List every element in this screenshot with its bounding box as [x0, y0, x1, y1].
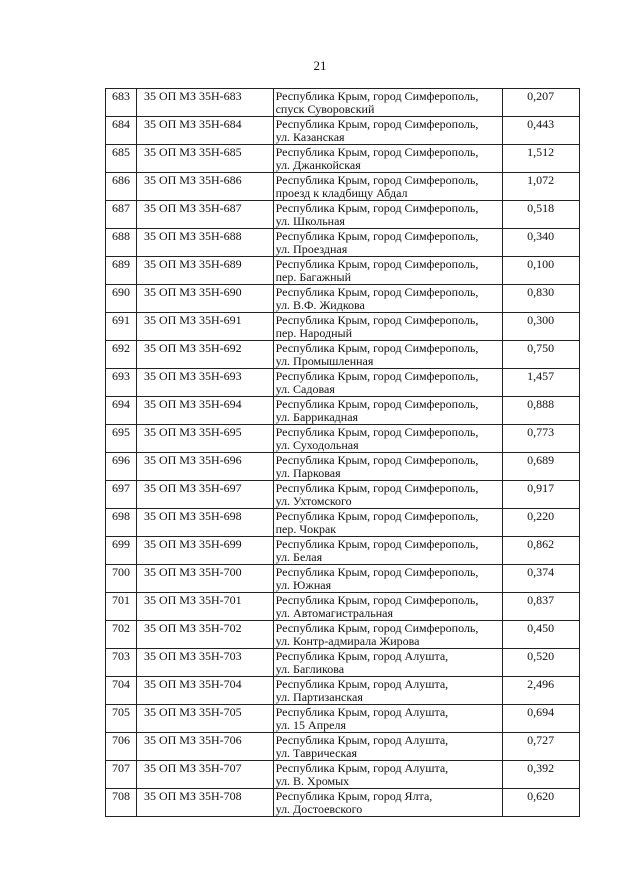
road-code: 35 ОП МЗ 35Н-708: [136, 789, 273, 817]
road-address: [273, 145, 502, 173]
address-line-1: Республика Крым, город Симферополь,: [275, 481, 479, 495]
table-row: [106, 285, 580, 313]
road-length: 0,888: [503, 397, 580, 425]
road-length: 0,518: [503, 201, 580, 229]
road-address: [273, 257, 502, 285]
road-length: 0,620: [503, 789, 580, 817]
address-line-2: ул. Джанкойская: [275, 158, 361, 172]
address-line-1: Республика Крым, город Симферополь,: [275, 621, 479, 635]
row-number: 698: [106, 509, 137, 537]
row-number: 696: [106, 453, 137, 481]
road-code: 35 ОП МЗ 35Н-702: [136, 621, 273, 649]
row-number: 705: [106, 705, 137, 733]
table-row: [106, 789, 580, 817]
address-line-1: Республика Крым, город Симферополь,: [275, 117, 479, 131]
row-number: 686: [106, 173, 137, 201]
row-number: 684: [106, 117, 137, 145]
row-number: 683: [106, 89, 137, 117]
row-number: 694: [106, 397, 137, 425]
address-line-2: проезд к кладбищу Абдал: [275, 186, 408, 200]
road-address: [273, 397, 502, 425]
address-line-2: ул. Промышленная: [275, 354, 374, 368]
road-length: 0,727: [503, 733, 580, 761]
address-line-1: Республика Крым, город Симферополь,: [275, 257, 479, 271]
row-number: 695: [106, 425, 137, 453]
address-line-1: Республика Крым, город Алушта,: [275, 733, 449, 747]
table-row: [106, 705, 580, 733]
row-number: 704: [106, 677, 137, 705]
road-code: 35 ОП МЗ 35Н-683: [136, 89, 273, 117]
road-address: [273, 89, 502, 117]
table-row: [106, 537, 580, 565]
address-line-1: Республика Крым, город Симферополь,: [275, 89, 479, 103]
address-line-2: ул. Контр-адмирала Жирова: [275, 634, 420, 648]
address-line-2: ул. Школьная: [275, 214, 345, 228]
row-number: 706: [106, 733, 137, 761]
table-row: [106, 481, 580, 509]
road-length: 0,450: [503, 621, 580, 649]
address-line-2: ул. Парковая: [275, 466, 341, 480]
road-length: 1,072: [503, 173, 580, 201]
row-number: 697: [106, 481, 137, 509]
address-line-1: Республика Крым, город Симферополь,: [275, 425, 479, 439]
address-line-2: ул. Таврическая: [275, 746, 357, 760]
table-row: [106, 117, 580, 145]
road-code: 35 ОП МЗ 35Н-703: [136, 649, 273, 677]
address-line-1: Республика Крым, город Симферополь,: [275, 201, 479, 215]
table-row: [106, 453, 580, 481]
road-address: [273, 285, 502, 313]
row-number: 707: [106, 761, 137, 789]
road-code: 35 ОП МЗ 35Н-697: [136, 481, 273, 509]
road-code: 35 ОП МЗ 35Н-688: [136, 229, 273, 257]
roads-table: [105, 88, 580, 817]
address-line-2: ул. Ухтомского: [275, 494, 352, 508]
address-line-1: Республика Крым, город Симферополь,: [275, 285, 479, 299]
address-line-2: ул. Казанская: [275, 130, 345, 144]
road-code: 35 ОП МЗ 35Н-696: [136, 453, 273, 481]
address-line-2: ул. Южная: [275, 578, 332, 592]
address-line-1: Республика Крым, город Алушта,: [275, 649, 449, 663]
address-line-2: ул. Достоевского: [275, 802, 363, 816]
road-address: [273, 369, 502, 397]
road-length: 0,917: [503, 481, 580, 509]
address-line-2: пер. Багажный: [275, 270, 352, 284]
road-address: [273, 621, 502, 649]
address-line-1: Республика Крым, город Симферополь,: [275, 453, 479, 467]
road-address: [273, 677, 502, 705]
road-code: 35 ОП МЗ 35Н-693: [136, 369, 273, 397]
road-code: 35 ОП МЗ 35Н-690: [136, 285, 273, 313]
table-row: [106, 257, 580, 285]
road-code: 35 ОП МЗ 35Н-694: [136, 397, 273, 425]
address-line-1: Республика Крым, город Алушта,: [275, 677, 449, 691]
address-line-2: ул. Партизанская: [275, 690, 363, 704]
page-number: 21: [313, 58, 327, 73]
road-length: 0,100: [503, 257, 580, 285]
road-address: [273, 313, 502, 341]
row-number: 700: [106, 565, 137, 593]
table-row: [106, 761, 580, 789]
address-line-2: ул. Баррикадная: [275, 410, 359, 424]
road-length: 1,457: [503, 369, 580, 397]
address-line-1: Республика Крым, город Алушта,: [275, 705, 449, 719]
road-code: 35 ОП МЗ 35Н-686: [136, 173, 273, 201]
address-line-2: ул. В.Ф. Жидкова: [275, 298, 365, 312]
road-length: 0,689: [503, 453, 580, 481]
table-row: [106, 509, 580, 537]
road-code: 35 ОП МЗ 35Н-707: [136, 761, 273, 789]
row-number: 702: [106, 621, 137, 649]
road-length: 0,837: [503, 593, 580, 621]
address-line-1: Республика Крым, город Симферополь,: [275, 593, 479, 607]
road-length: 0,830: [503, 285, 580, 313]
address-line-2: ул. В. Хромых: [275, 774, 350, 788]
address-line-1: Республика Крым, город Симферополь,: [275, 537, 479, 551]
table-row: [106, 649, 580, 677]
row-number: 688: [106, 229, 137, 257]
row-number: 687: [106, 201, 137, 229]
table-row: [106, 621, 580, 649]
address-line-1: Республика Крым, город Алушта,: [275, 761, 449, 775]
address-line-2: ул. Садовая: [275, 382, 335, 396]
road-address: [273, 705, 502, 733]
address-line-1: Республика Крым, город Ялта,: [275, 789, 433, 803]
address-line-1: Республика Крым, город Симферополь,: [275, 145, 479, 159]
address-line-2: ул. Проездная: [275, 242, 348, 256]
table-row: [106, 733, 580, 761]
road-length: 0,207: [503, 89, 580, 117]
row-number: 689: [106, 257, 137, 285]
row-number: 691: [106, 313, 137, 341]
table-row: [106, 397, 580, 425]
row-number: 699: [106, 537, 137, 565]
road-address: [273, 565, 502, 593]
address-line-2: ул. Суходольная: [275, 438, 359, 452]
address-line-2: ул. Багликова: [275, 662, 345, 676]
road-address: [273, 593, 502, 621]
road-length: 0,340: [503, 229, 580, 257]
road-code: 35 ОП МЗ 35Н-700: [136, 565, 273, 593]
road-length: 0,443: [503, 117, 580, 145]
road-length: 0,750: [503, 341, 580, 369]
row-number: 693: [106, 369, 137, 397]
table-row: [106, 201, 580, 229]
road-length: 0,220: [503, 509, 580, 537]
table-row: [106, 313, 580, 341]
address-line-1: Республика Крым, город Симферополь,: [275, 509, 479, 523]
address-line-2: ул. 15 Апреля: [275, 718, 346, 732]
address-line-1: Республика Крым, город Симферополь,: [275, 341, 479, 355]
table-row: [106, 145, 580, 173]
road-address: [273, 341, 502, 369]
address-line-1: Республика Крым, город Симферополь,: [275, 397, 479, 411]
address-line-2: спуск Суворовский: [275, 102, 375, 116]
table-row: [106, 565, 580, 593]
road-length: 0,694: [503, 705, 580, 733]
road-code: 35 ОП МЗ 35Н-695: [136, 425, 273, 453]
road-address: [273, 201, 502, 229]
road-code: 35 ОП МЗ 35Н-701: [136, 593, 273, 621]
table-row: [106, 425, 580, 453]
road-length: 0,520: [503, 649, 580, 677]
address-line-1: Республика Крым, город Симферополь,: [275, 229, 479, 243]
road-length: 0,392: [503, 761, 580, 789]
table-row: [106, 369, 580, 397]
road-length: 0,773: [503, 425, 580, 453]
row-number: 708: [106, 789, 137, 817]
road-length: 0,300: [503, 313, 580, 341]
address-line-1: Республика Крым, город Симферополь,: [275, 565, 479, 579]
road-address: [273, 117, 502, 145]
road-code: 35 ОП МЗ 35Н-705: [136, 705, 273, 733]
row-number: 703: [106, 649, 137, 677]
row-number: 690: [106, 285, 137, 313]
table-row: [106, 229, 580, 257]
row-number: 692: [106, 341, 137, 369]
road-address: [273, 453, 502, 481]
table-row: [106, 89, 580, 117]
road-address: [273, 789, 502, 817]
road-code: 35 ОП МЗ 35Н-691: [136, 313, 273, 341]
table-row: [106, 173, 580, 201]
road-address: [273, 509, 502, 537]
road-address: [273, 649, 502, 677]
road-code: 35 ОП МЗ 35Н-684: [136, 117, 273, 145]
table-row: [106, 677, 580, 705]
road-length: 2,496: [503, 677, 580, 705]
table-body: [106, 89, 580, 817]
road-address: [273, 425, 502, 453]
road-code: 35 ОП МЗ 35Н-685: [136, 145, 273, 173]
road-length: 0,862: [503, 537, 580, 565]
road-address: [273, 481, 502, 509]
row-number: 685: [106, 145, 137, 173]
address-line-2: ул. Автомагистральная: [275, 606, 394, 620]
road-length: 0,374: [503, 565, 580, 593]
road-address: [273, 173, 502, 201]
table-row: [106, 341, 580, 369]
address-line-1: Республика Крым, город Симферополь,: [275, 313, 479, 327]
road-code: 35 ОП МЗ 35Н-699: [136, 537, 273, 565]
road-code: 35 ОП МЗ 35Н-687: [136, 201, 273, 229]
address-line-1: Республика Крым, город Симферополь,: [275, 369, 479, 383]
road-code: 35 ОП МЗ 35Н-692: [136, 341, 273, 369]
road-length: 1,512: [503, 145, 580, 173]
road-address: [273, 761, 502, 789]
road-address: [273, 229, 502, 257]
address-line-1: Республика Крым, город Симферополь,: [275, 173, 479, 187]
road-code: 35 ОП МЗ 35Н-689: [136, 257, 273, 285]
row-number: 701: [106, 593, 137, 621]
address-line-2: ул. Белая: [275, 550, 323, 564]
address-line-2: пер. Народный: [275, 326, 352, 340]
road-address: [273, 733, 502, 761]
road-code: 35 ОП МЗ 35Н-706: [136, 733, 273, 761]
road-code: 35 ОП МЗ 35Н-704: [136, 677, 273, 705]
road-code: 35 ОП МЗ 35Н-698: [136, 509, 273, 537]
road-address: [273, 537, 502, 565]
table-row: [106, 593, 580, 621]
address-line-2: пер. Чокрак: [275, 522, 337, 536]
